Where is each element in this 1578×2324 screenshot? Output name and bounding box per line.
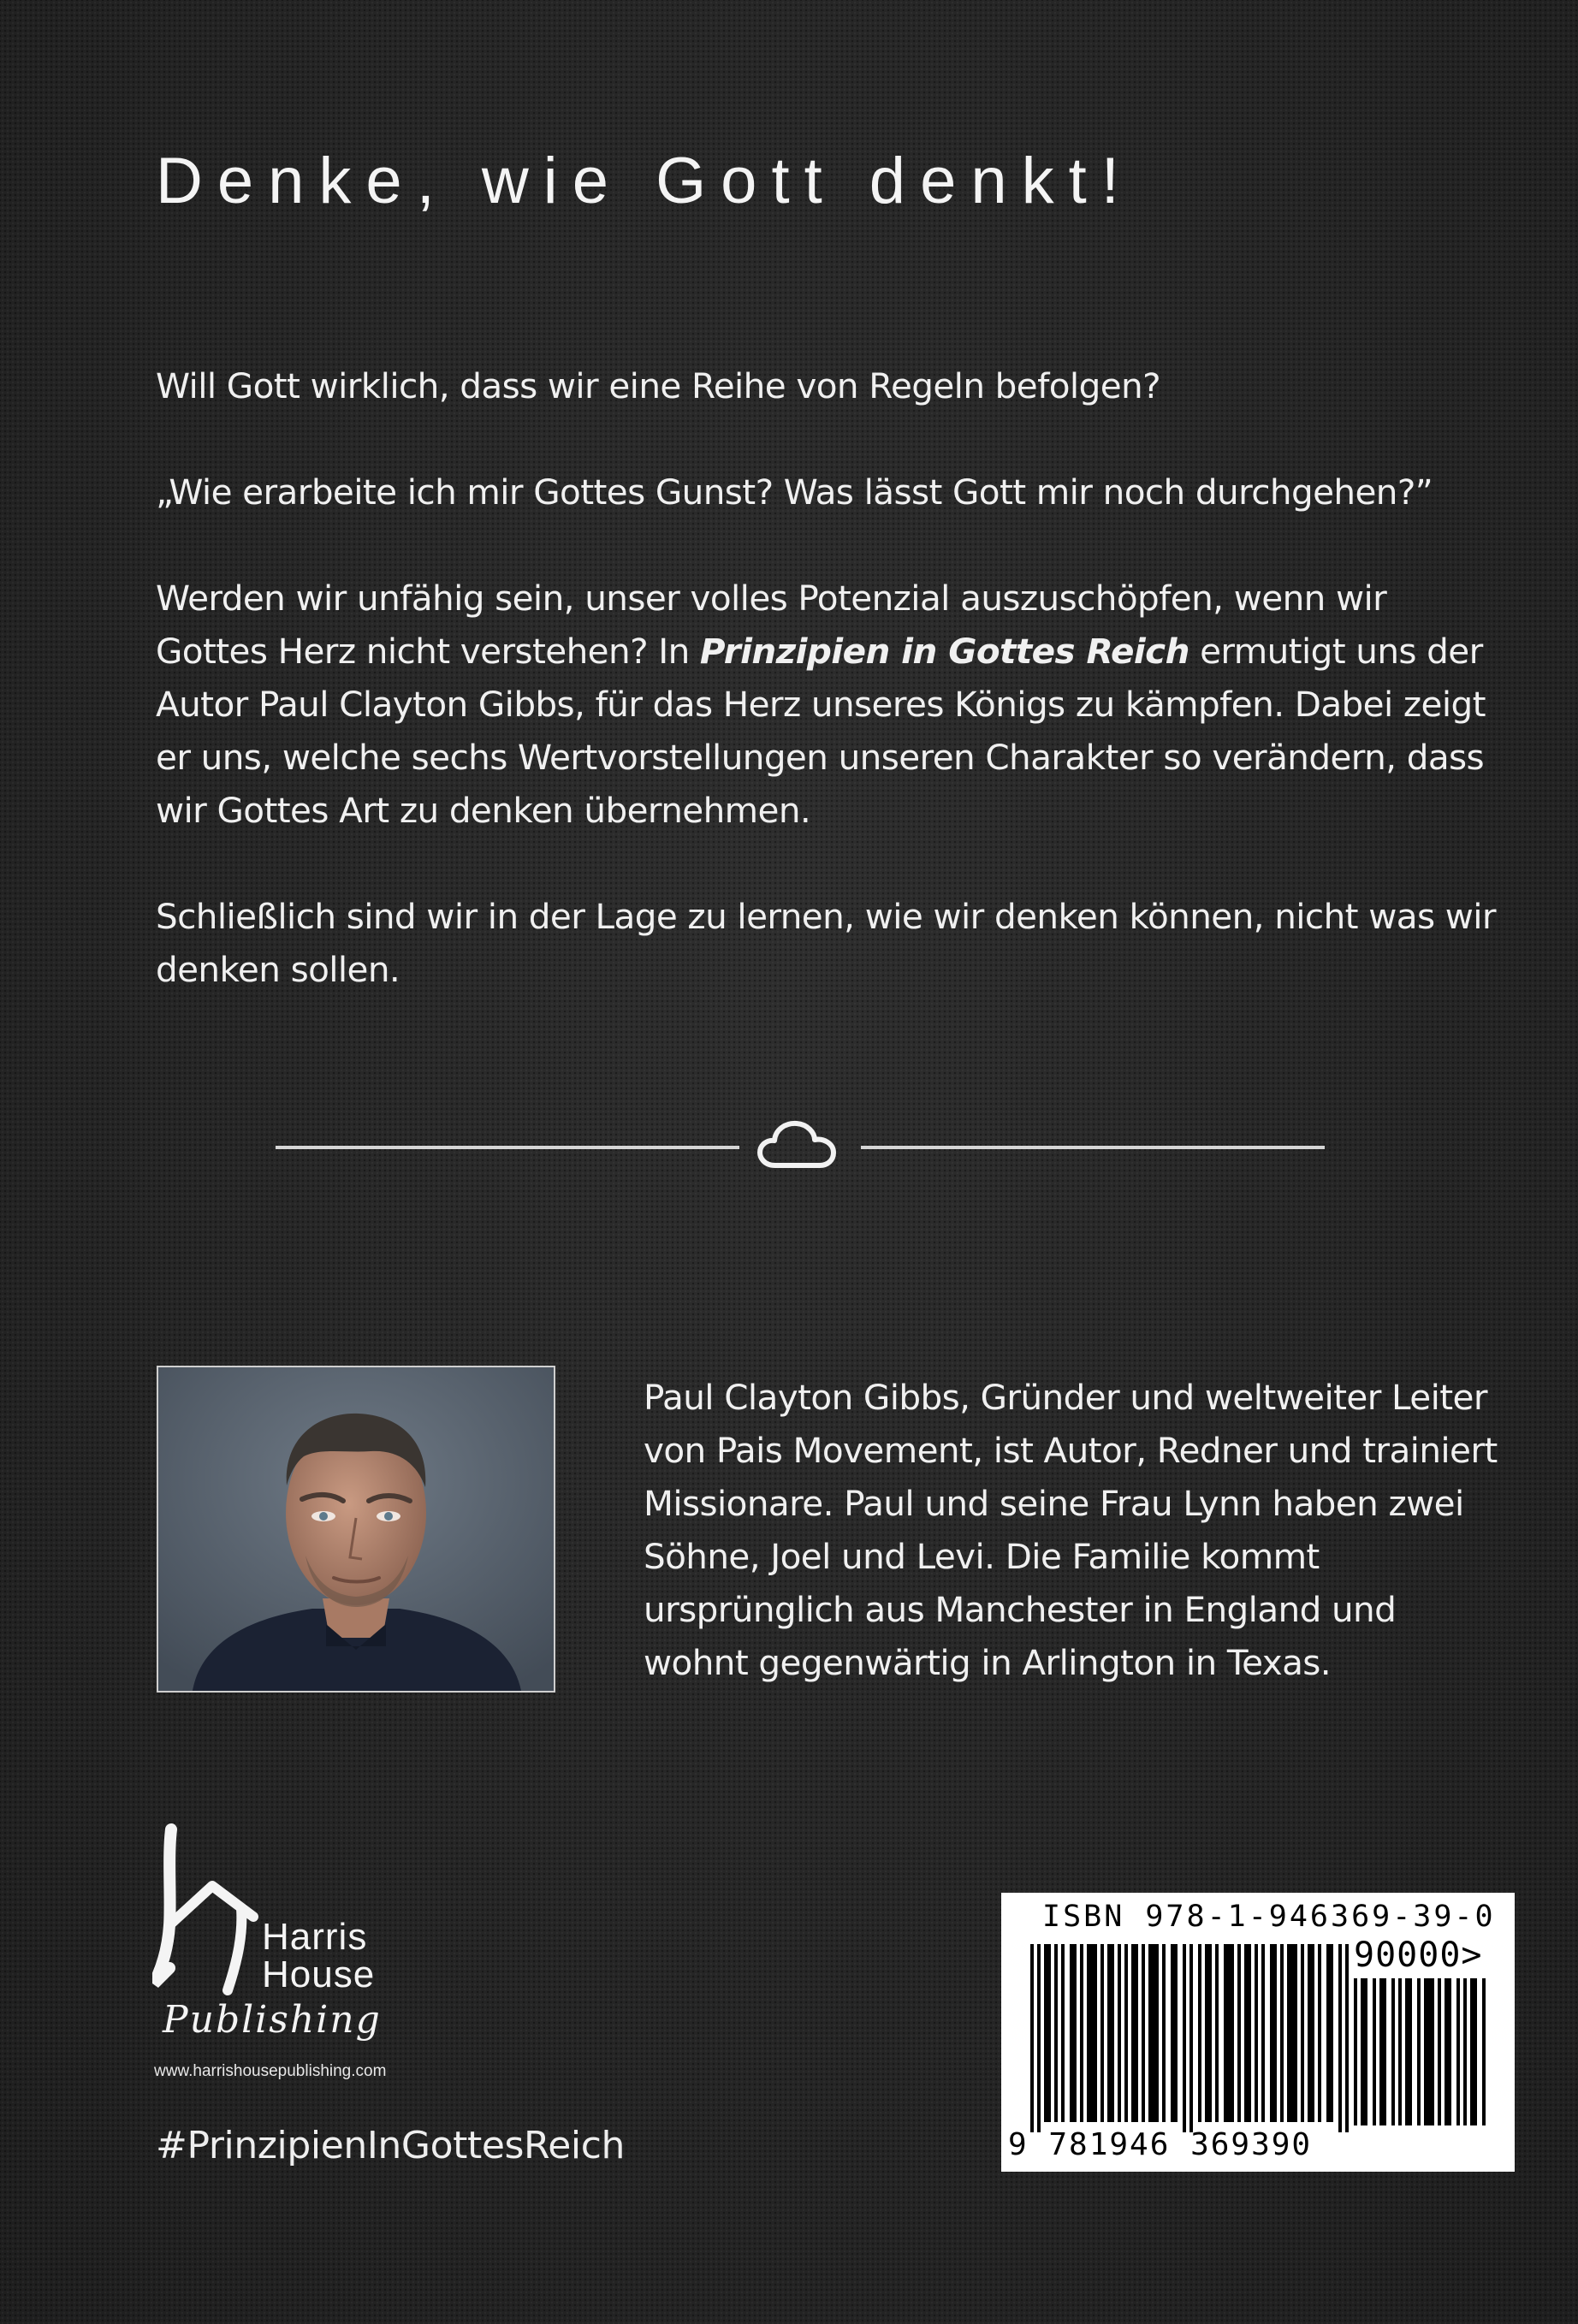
blurb-paragraph-2: „Wie erarbeite ich mir Gottes Gunst? Was lässt Gott mir noch durchgehen?”	[156, 471, 1433, 513]
blurb-paragraph-1: Will Gott wirklich, dass wir eine Reihe von Regeln befolgen?	[156, 365, 1160, 406]
section-divider	[276, 1118, 1325, 1186]
blurb-paragraph-4: Schließlich sind wir in der Lage zu lernen, wie wir denken können, nicht was wir denken sollen.	[156, 896, 1496, 990]
publisher-logo	[152, 1823, 426, 2088]
addon-barcode-bars	[1354, 1978, 1491, 2125]
isbn-barcode	[1001, 1893, 1515, 2172]
cloud-icon	[756, 1118, 844, 1172]
blurb-paragraph-3-start: Werden wir unfähig sein, unser volles Potenzial auszuschöpfen, wenn wir Gottes Herz nicht verstehen? In	[156, 578, 1387, 672]
headline: Denke, wie Gott denkt!	[156, 145, 1134, 217]
book-title: Prinzipien in Gottes Reich	[699, 631, 1189, 672]
ean-digits: 9 781946 369390	[1008, 2127, 1313, 2162]
publisher-url: www.harrishousepublishing.com	[154, 2062, 387, 2080]
author-bio: Paul Clayton Gibbs, Gründer und weltweiter Leiter von Pais Movement, ist Autor, Redner und trainiert Missionare. Paul und seine Frau Lynn haben zwei Söhne, Joel und Levi. Die Familie kommt ursprünglich aus Manchester in England und wohnt gegenwärtig in Arlington in Texas.	[644, 1377, 1498, 1683]
barcode-addon-label: 90000>	[1354, 1936, 1483, 1975]
author-portrait-illustration	[158, 1367, 554, 1691]
divider-line-left	[276, 1146, 739, 1149]
hashtag: #PrinzipienInGottesReich	[156, 2124, 626, 2167]
blurb-paragraph-3	[156, 572, 1508, 837]
blurb-paragraph-3-end: ermutigt uns der Autor Paul Clayton Gibbs, für das Herz unseres Königs zu kämpfen. Dabei zeigt er uns, welche sechs Wertvorstellungen unseren Charakter so verändern, dass wir Gottes Art zu denken übernehmen.	[156, 631, 1486, 831]
divider-line-right	[861, 1146, 1325, 1149]
house-h-logo-icon	[152, 1823, 264, 2002]
blurb	[156, 359, 1508, 1049]
author-photo	[157, 1366, 555, 1693]
ean-barcode-bars	[1030, 1944, 1356, 2132]
publisher-name-line-2: House	[262, 1953, 376, 1995]
publisher-name-line-1: Harris	[262, 1916, 368, 1958]
publisher-imprint: Publishing	[163, 1998, 382, 2042]
isbn-label: ISBN 978-1-946369-39-0	[1042, 1900, 1496, 1934]
